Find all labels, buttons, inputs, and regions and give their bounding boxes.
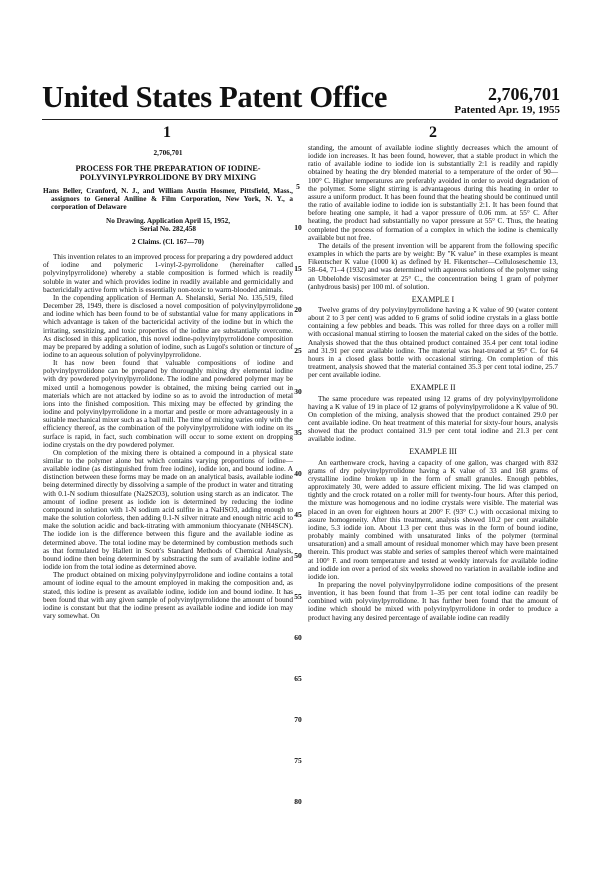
patent-number-line: 2,706,701 xyxy=(153,149,183,157)
paragraph: This invention relates to an improved process for preparing a dry powdered adduct of iodine and polymeric 1-vinyl-2-pyrrolidone (hereinafter called polyvinylpyrrolidone) whereby a stable composition is formed which is readily soluble in water and which provides iodine in readily available and germicidally and bactericidally active form which is essentially non-toxic to warm-blooded animals. xyxy=(43,253,293,294)
line-number: 50 xyxy=(294,551,302,560)
line-number: 65 xyxy=(294,674,302,683)
line-number: 40 xyxy=(294,469,302,478)
line-number: 15 xyxy=(294,264,302,273)
line-number: 10 xyxy=(294,223,302,232)
line-number: 5 xyxy=(296,182,300,191)
paragraph: It has now been found that valuable compositions of iodine and polyvinylpyrrolidone can be prepared by thoroughly mixing dry elemental iodine with dry powdered polyvinylpyrrolidone. The iodine and powdered polymer may be mixed until a homogenous powder is obtained, the mixing being carried out in materials which are not attacked by iodine so as to avoid the introduction of metal ions into the finished composition. This mixing may be effected by grinding the iodine and polyvinylpyrrolidone in a mortar and pestle or more advantageously in a suitable mechanical mixer such as a ball mill. The time of mixing varies only with the efficiency thereof, as the combination of the polyvinylpyrrolidone with iodine on its surface is rapid, in fact, such combination will occur to some extent on dropping iodine crystals on the dry powdered polymer. xyxy=(43,359,293,449)
paragraph: In preparing the novel polyvinylpyrrolidone iodine compositions of the present invention, it has been found that from 1–35 per cent total iodine can readily be combined with polyvinylpyrrolidone. It has further been found that the amount of iodine which should be mixed with polyvinylpyrrolidone in order to produce a product having any desired percentage of available iodine can readily xyxy=(308,580,558,622)
line-number: 60 xyxy=(294,633,302,642)
inventors-assignment: Hans Beller, Cranford, N. J., and William Austin Hosmer, Pittsfield, Mass., assignors to General Aniline & Film Corporation, New York, N. Y., a corporation of Delaware xyxy=(43,187,293,212)
example-heading: EXAMPLE I xyxy=(411,294,455,304)
serial-line: Serial No. 282,458 xyxy=(140,224,196,233)
line-number: 30 xyxy=(294,387,302,396)
example-text: Twelve grams of dry polyvinylpyrrolidone having a K value of 90 (water content about 2 to 3 per cent) was added to 6 grams of solid iodine crystals in a glass bottle containing a few pebbles and beads. This was rolled for three days on a roller mill with occasional manual stirring to loosen the material caked on the sides of the bottle. Analysis showed that the thus obtained product contained 35.4 per cent total iodine and 31.91 per cent available iodine. The material was heat-treated at 95° C. for 64 hours in a closed glass bottle with occasional stirring. On completion of this treatment, analysis showed that the material contained 35.3 per cent total iodine, 25.7 per cent available iodine. xyxy=(308,305,558,380)
line-number: 25 xyxy=(294,346,302,355)
paragraph: On completion of the mixing there is obtained a compound in a physical state similar to the polymer alone but which contains varying proportions of iodine—available iodine (as distinguished from free iodine), iodide ion, and bound iodine. A distinction between these forms may be made on an analytical basis, available iodine being determined directly by dissolving a sample of the product in water and titrating with 0.1-N sodium thiosulfate (Na2S2O3), solution using starch as an indicator. The amount of iodine present as iodide ion is determined by reducing the iodine compound in solution with 1-N sodium acid sulfite in a NaHSO3, adding enough to make the solution colorless, then adding 0.1-N silver nitrate and enough nitric acid to make the solution acidic and back-titrating with ammonium thiocyanate (NH4SCN). The iodide ion is the difference between this figure and the available iodine as determined above. The total iodine may be determined by combustion methods such as that formulated by Hallett in Scott's Standard Methods of Chemical Analysis, bound iodine then being determined by substracting the sum of available iodine and iodide ion from the total iodine as determined above. xyxy=(43,448,293,572)
patent-number: 2,706,701 xyxy=(488,84,560,104)
left-column xyxy=(43,144,293,620)
line-number: 55 xyxy=(294,592,302,601)
header-divider xyxy=(42,119,558,120)
example-text: The same procedure was repeated using 12 grams of dry polyvinylpyrrolidone having a K value of 19 in place of 12 grams of polyvinylpyrrolidone a K value of 90. On completion of the mixing, analysis showed that the product contained 29.0 per cent available iodine. On heat treatment of this material for sixty-four hours, analysis showed that the product contained 31.9 per cent total iodine and 21.3 per cent available iodine. xyxy=(308,394,558,444)
example-heading: EXAMPLE III xyxy=(409,447,457,457)
example-text: An earthenware crock, having a capacity of one gallon, was charged with 832 grams of dry polyvinylpyrrolidone having a K value of 33 and 168 grams of crystalline iodine broken up in the form of small granules. Enough pebbles, approximately 30, were added to assure efficient mixing. The lid was clamped on tightly and the crock rotated on a roller mill for twenty-four hours. After this period, the mixture was homogenous and no iodine crystals were visible. The material was placed in an oven for eighteen hours at 200° F. (93° C.) with occasional mixing to assure homogeneity. After this treatment, analysis showed 10.2 per cent available iodine, 5.3 iodide ion. About 1.3 per cent thus was in the form of bound iodine, probably mainly combined with unsaturated links of the polymer (terminal unsaturation) and a small amount of residual monomer which may have been present therein. This product was stable and series of samples thereof which were maintained at 100° F. and room temperature and tested at weekly intervals for available iodine and iodide ion over a period of six weeks showed no variation in available iodine and iodide ion. xyxy=(308,458,558,581)
paragraph: The details of the present invention will be apparent from the following specific examples in which the parts are by weight: By "K value" in these examples is meant Fikentscher K value (1000 k) as defined by H. Fikentscher—Celluloseschemie 13, 58–64, 71–4 (1932) and was determined with aqueous solutions of the polymer using an Ubbelohde viscosimeter at 25° C., the concentration being 1 gram of polymer (anhydrous basis) per 100 ml. of solution. xyxy=(308,241,558,291)
application-line: No Drawing. Application April 15, 1952, xyxy=(105,216,231,225)
line-number: 70 xyxy=(294,715,302,724)
paragraph: In the copending application of Herman A. Shelanski, Serial No. 135,519, filed December 28, 1949, there is disclosed a novel composition of polyvinylpyrrolidone and iodine which has been found to be of substantial value for many applications in which advantage is taken of the bactericidal activity of the iodine but in which the irritating, sensitizing, and toxic properties of the iodine are substantially overcome. As disclosed in this application, this novel iodine-polyvinylpyrrolidone composition may be prepared by adding a solution of iodine, such as Lugol's solution or tincture of iodine to an aqueous solution of polyvinylpyrrolidone. xyxy=(43,293,293,359)
right-column xyxy=(308,144,558,622)
line-number: 45 xyxy=(294,510,302,519)
patent-office-title: United States Patent Office xyxy=(42,80,388,114)
paragraph: standing, the amount of available iodine slightly decreases which the amount of iodide ion increases. It has been found, however, that a stable product in which the ratio of available iodine to iodide ion is substantially 2:1 is readily and rapidly obtained by heating the dry blended material to a temperature of the order of 90—100° C. Higher temperatures are preferably avoided in order to avoid degradation of the polymer. Some slight stirring is advantageous during this heating in order to assure a uniform product. It has been found that the heating should be continued until the ratio of available iodine to iodide ion is substantially 2:1. It has been found that before heating one sample, it had a vapor pressure of 0.06 mm. at 55° C. After heating, the product had substantially no vapor pressure at 55° C. Thus, the heating completed the process of formation of a complex in which the iodine is chemically available but not free. xyxy=(308,144,558,242)
patented-date: Patented Apr. 19, 1955 xyxy=(454,104,560,116)
line-number: 20 xyxy=(294,305,302,314)
line-number: 80 xyxy=(294,797,302,806)
paragraph: The product obtained on mixing polyvinylpyrrolidone and iodine contains a total amount of iodine equal to the amount employed in making the composition and, as stated, this iodine is present as available iodine, iodide ion and bound iodine. It has been found that with any given sample of polyvinylpyrrolidone the amount of bound iodine is constant but that the iodine present as available iodine and iodide ion may vary somewhat. On xyxy=(43,571,293,620)
example-heading: EXAMPLE II xyxy=(410,383,456,393)
patent-title: PROCESS FOR THE PREPARATION OF IODINE-POLYVINYLPYRROLIDONE BY DRY MIXING xyxy=(75,164,261,183)
line-number: 75 xyxy=(294,756,302,765)
column-number-2: 2 xyxy=(429,124,437,141)
column-number-1: 1 xyxy=(163,124,171,141)
line-number: 35 xyxy=(294,428,302,437)
claims-line: 2 Claims. (Cl. 167—70) xyxy=(132,237,204,246)
